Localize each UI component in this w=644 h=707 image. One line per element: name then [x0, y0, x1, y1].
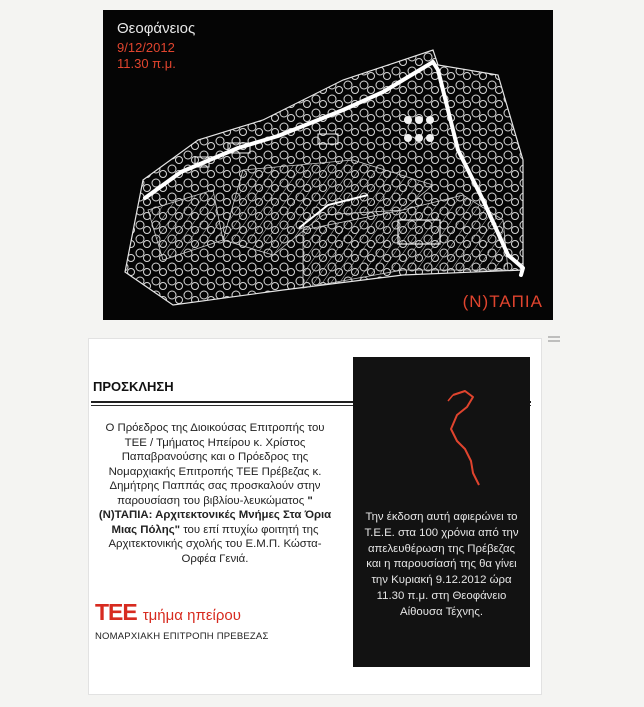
invitation-text-outro: του επί πτυχίω φοιτητή της Αρχιτεκτονικής σχολής του Ε.Μ.Π. Κώστα-Ορφέα Γενιά. [108, 523, 322, 565]
dedication-text: Την έκδοση αυτή αφιερώνει το Τ.Ε.Ε. στα 100 χρόνια από την απελευθέρωση της Πρέβεζας και η παρουσίασή της θα γίνει την Κυριακή 9.12.2012 ώρα 11.30 π.μ. στη Θεοφάνειο Αίθουσα Τέχνης. [364, 511, 519, 618]
tee-logo-subtitle: τμήμα ηπείρου [142, 607, 241, 624]
tee-logo [95, 599, 241, 626]
event-time: 11.30 π.μ. [117, 56, 176, 71]
event-date: 9/12/2012 [117, 40, 175, 55]
book-title: "(Ν)ΤΑΠΙΑ: Αρχιτεκτονικές Μνήμες Στα Όρια Μιας Πόλης" [98, 494, 332, 536]
event-date-time [117, 40, 176, 72]
invitation-card [88, 338, 542, 695]
dedication-panel [353, 357, 530, 667]
route-map-icon [353, 357, 530, 507]
tee-committee-caption: ΝΟΜΑΡΧΙΑΚΗ ΕΠΙΤΡΟΠΗ ΠΡΕΒΕΖΑΣ [95, 631, 269, 642]
corner-crop-mark [547, 334, 561, 344]
invitation-text-intro: Ο Πρόεδρος της Διοικούσας Επιτροπής του ΤΕΕ / Τμήματος Ηπείρου κ. Χρίστος Παπαβρανούσης και ο Πρόεδρος της Νομαρχιακής Επιτροπής ΤΕΕ Πρέβεζας κ. Δημήτρης Παππάς σας προσκαλούν στην παρουσίαση του βιβλίου-λευκώματος [105, 422, 325, 507]
invitation-body [93, 421, 337, 566]
brand-title: (Ν)ΤΑΠΙΑ [462, 292, 543, 311]
venue-name: Θεοφάνειος [117, 20, 196, 37]
invitation-heading: ΠΡΟΣΚΛΗΣΗ [93, 379, 174, 394]
cover-card [103, 10, 553, 320]
tee-logo-mark: ΤΕΕ [95, 599, 137, 625]
